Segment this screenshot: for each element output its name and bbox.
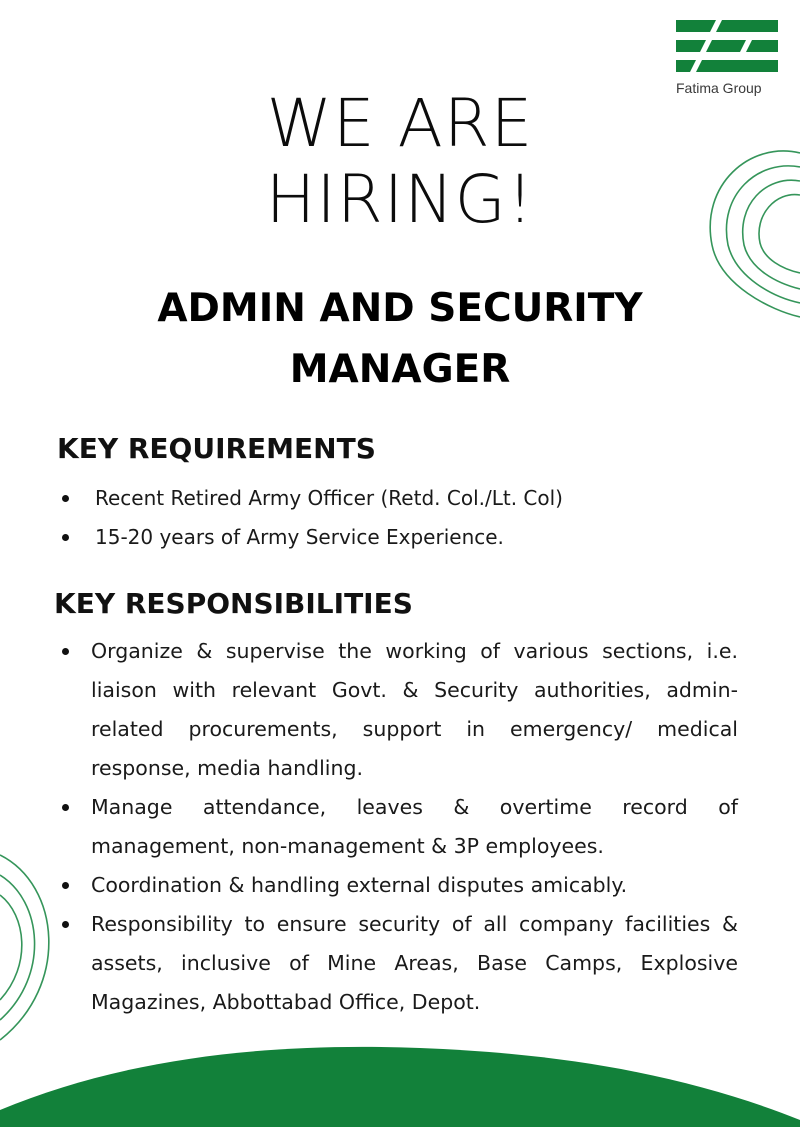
list-item: [60, 788, 738, 866]
list-item: [60, 905, 738, 1022]
responsibility-text: Coordination & handling external disputes amicably.: [91, 873, 628, 897]
list-item: [60, 866, 738, 905]
responsibility-text: Responsibility to ensure security of all company facilities & assets, inclusive of Mine Areas, Base Camps, Explosive Magazines, Abbottabad Office, Depot.: [91, 912, 738, 1014]
headline-line-2: HIRING!: [265, 161, 535, 238]
hiring-headline: [0, 86, 800, 238]
job-title: [0, 278, 800, 400]
footer-wave: [0, 1040, 800, 1127]
requirements-heading: KEY REQUIREMENTS: [57, 432, 376, 465]
responsibility-text: Manage attendance, leaves & overtime record of management, non-management & 3P employees.: [91, 795, 738, 858]
bullet-icon: [62, 648, 69, 655]
responsibilities-list: [60, 632, 738, 1022]
job-title-line-2: MANAGER: [289, 347, 511, 392]
list-item: [60, 518, 760, 557]
list-item: [60, 632, 738, 788]
job-title-line-1: ADMIN AND SECURITY: [157, 286, 643, 331]
bullet-icon: [62, 804, 69, 811]
fatima-logo-mark-icon: [676, 18, 778, 76]
bullet-icon: [62, 495, 69, 502]
requirement-text: Recent Retired Army Officer (Retd. Col./Lt. Col): [95, 486, 563, 510]
bullet-icon: [62, 921, 69, 928]
bullet-icon: [62, 534, 69, 541]
bullet-icon: [62, 882, 69, 889]
list-item: [60, 479, 760, 518]
responsibilities-heading: KEY RESPONSIBILITIES: [54, 587, 413, 620]
headline-line-1: WE ARE: [266, 85, 534, 162]
requirements-list: [60, 479, 760, 557]
requirement-text: 15-20 years of Army Service Experience.: [95, 525, 504, 549]
responsibility-text: Organize & supervise the working of various sections, i.e. liaison with relevant Govt. & Security authorities, admin-related procurements, support in emergency/ medical response, media handling.: [91, 639, 738, 780]
logo-wordmark: Fatima Group: [676, 80, 762, 96]
